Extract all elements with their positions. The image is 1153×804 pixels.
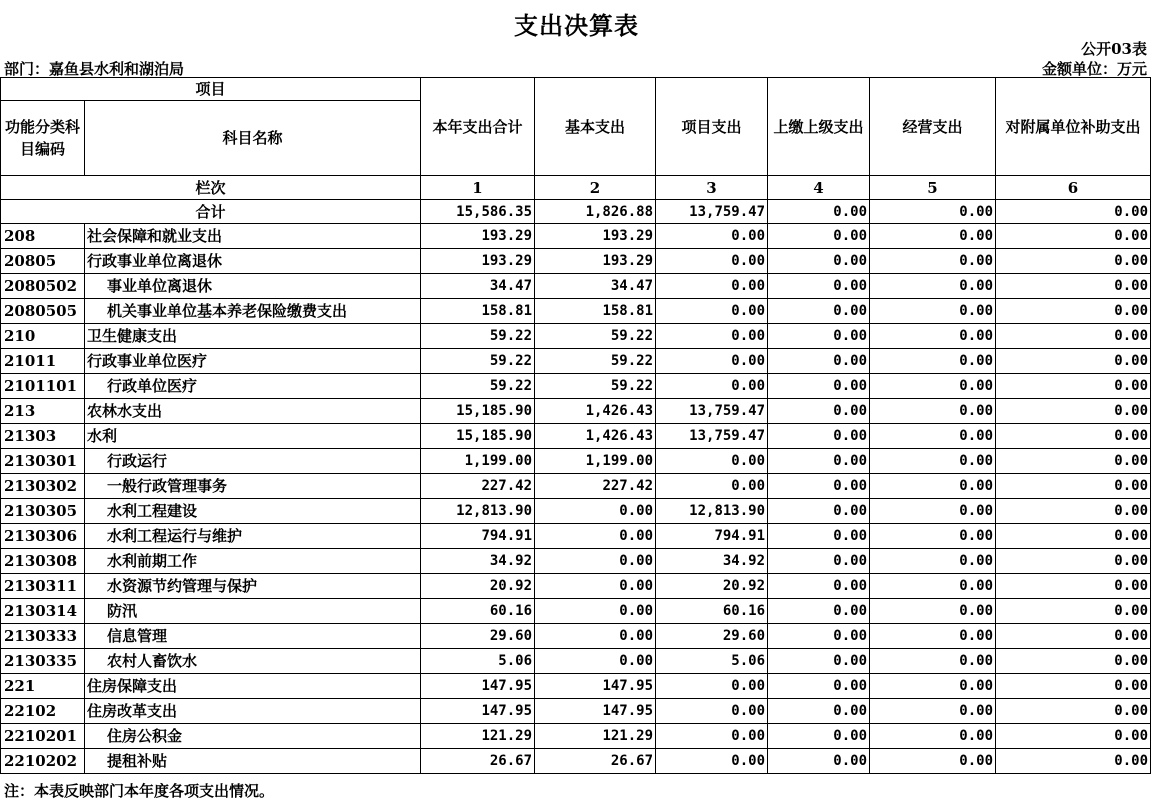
subject-name-cell: 事业单位离退休 [85,274,421,299]
amount-cell: 1,199.00 [421,449,535,474]
header-total: 本年支出合计 [421,78,535,176]
subject-name-cell: 水利工程建设 [85,499,421,524]
amount-cell: 34.92 [656,549,768,574]
amount-cell: 0.00 [656,224,768,249]
total-value: 0.00 [996,200,1151,224]
amount-cell: 0.00 [768,524,870,549]
table-row [1,324,1151,349]
func-code-cell: 2130301 [1,449,85,474]
amount-cell: 0.00 [535,524,656,549]
func-code-cell: 2130333 [1,624,85,649]
header-func-code: 功能分类科目编码 [1,101,85,176]
amount-cell: 26.67 [421,749,535,774]
amount-cell: 0.00 [870,474,996,499]
amount-cell: 0.00 [656,274,768,299]
func-code-cell: 2080505 [1,299,85,324]
amount-cell: 34.47 [535,274,656,299]
subject-name-cell: 行政运行 [85,449,421,474]
lanci-col: 4 [768,176,870,200]
func-code-cell: 221 [1,674,85,699]
subject-name-cell: 行政单位医疗 [85,374,421,399]
func-code-cell: 21303 [1,424,85,449]
footnote: 注：本表反映部门本年度各项支出情况。 [4,782,275,800]
amount-cell: 0.00 [768,574,870,599]
amount-cell: 0.00 [535,499,656,524]
subject-name-cell: 水利 [85,424,421,449]
expenditure-table [0,77,1151,774]
total-value: 13,759.47 [656,200,768,224]
total-row [1,200,1151,224]
subject-name-cell: 社会保障和就业支出 [85,224,421,249]
amount-cell: 1,426.43 [535,424,656,449]
amount-cell: 0.00 [870,624,996,649]
amount-cell: 0.00 [768,649,870,674]
func-code-cell: 2130306 [1,524,85,549]
amount-cell: 158.81 [535,299,656,324]
amount-cell: 0.00 [870,674,996,699]
amount-cell: 15,185.90 [421,424,535,449]
table-row [1,449,1151,474]
table-row [1,249,1151,274]
total-value: 0.00 [768,200,870,224]
lanci-col: 6 [996,176,1151,200]
amount-cell: 0.00 [996,749,1151,774]
table-row [1,624,1151,649]
amount-cell: 0.00 [768,399,870,424]
header-subsidy: 对附属单位补助支出 [996,78,1151,176]
amount-cell: 794.91 [421,524,535,549]
amount-cell: 227.42 [421,474,535,499]
amount-cell: 12,813.90 [656,499,768,524]
table-row [1,374,1151,399]
amount-cell: 0.00 [996,474,1151,499]
amount-cell: 193.29 [421,224,535,249]
func-code-cell: 2210202 [1,749,85,774]
amount-cell: 0.00 [768,549,870,574]
total-value: 1,826.88 [535,200,656,224]
amount-cell: 34.92 [421,549,535,574]
table-row [1,424,1151,449]
func-code-cell: 2210201 [1,724,85,749]
amount-cell: 0.00 [870,449,996,474]
table-row [1,574,1151,599]
amount-cell: 0.00 [768,499,870,524]
func-code-cell: 210 [1,324,85,349]
table-row [1,749,1151,774]
lanci-row [1,176,1151,200]
table-row [1,549,1151,574]
amount-cell: 60.16 [421,599,535,624]
header-project-expenditure: 项目支出 [656,78,768,176]
amount-cell: 193.29 [535,249,656,274]
amount-cell: 121.29 [421,724,535,749]
amount-cell: 0.00 [996,499,1151,524]
amount-cell: 0.00 [996,399,1151,424]
amount-cell: 59.22 [535,374,656,399]
amount-cell: 0.00 [870,549,996,574]
subject-name-cell: 农林水支出 [85,399,421,424]
department-label: 部门：嘉鱼县水利和湖泊局 [4,60,185,78]
table-row [1,399,1151,424]
amount-cell: 0.00 [996,299,1151,324]
amount-cell: 0.00 [996,649,1151,674]
subject-name-cell: 水利前期工作 [85,549,421,574]
amount-cell: 0.00 [870,349,996,374]
amount-cell: 0.00 [656,324,768,349]
func-code-cell: 2130308 [1,549,85,574]
subject-name-cell: 住房保障支出 [85,674,421,699]
amount-cell: 0.00 [656,724,768,749]
subject-name-cell: 行政事业单位医疗 [85,349,421,374]
amount-cell: 0.00 [870,499,996,524]
total-value: 0.00 [870,200,996,224]
amount-cell: 147.95 [535,699,656,724]
amount-cell: 0.00 [870,374,996,399]
lanci-col: 3 [656,176,768,200]
amount-cell: 158.81 [421,299,535,324]
amount-cell: 0.00 [870,299,996,324]
total-label: 合计 [1,200,421,224]
subject-name-cell: 机关事业单位基本养老保险缴费支出 [85,299,421,324]
amount-cell: 0.00 [870,749,996,774]
amount-cell: 0.00 [996,624,1151,649]
amount-cell: 0.00 [768,349,870,374]
table-row [1,499,1151,524]
header-upper-payment: 上缴上级支出 [768,78,870,176]
func-code-cell: 21011 [1,349,85,374]
table-row [1,299,1151,324]
subject-name-cell: 防汛 [85,599,421,624]
amount-cell: 29.60 [421,624,535,649]
amount-cell: 0.00 [996,274,1151,299]
amount-cell: 0.00 [870,424,996,449]
amount-cell: 13,759.47 [656,399,768,424]
func-code-cell: 2130311 [1,574,85,599]
amount-cell: 0.00 [768,249,870,274]
amount-cell: 0.00 [996,599,1151,624]
form-number: 公开03表 [1081,40,1147,58]
amount-cell: 1,426.43 [535,399,656,424]
amount-cell: 0.00 [768,749,870,774]
amount-cell: 0.00 [656,699,768,724]
amount-cell: 0.00 [870,399,996,424]
func-code-cell: 2130305 [1,499,85,524]
amount-cell: 0.00 [870,699,996,724]
amount-cell: 0.00 [535,599,656,624]
amount-cell: 0.00 [656,374,768,399]
amount-cell: 0.00 [768,274,870,299]
amount-cell: 121.29 [535,724,656,749]
amount-cell: 0.00 [656,749,768,774]
amount-cell: 5.06 [656,649,768,674]
table-row [1,474,1151,499]
page-title: 支出决算表 [514,11,639,40]
amount-cell: 0.00 [535,574,656,599]
table-row [1,649,1151,674]
table-row [1,274,1151,299]
func-code-cell: 2130314 [1,599,85,624]
func-code-cell: 2130302 [1,474,85,499]
amount-cell: 59.22 [421,324,535,349]
total-value: 15,586.35 [421,200,535,224]
amount-cell: 147.95 [535,674,656,699]
amount-cell: 0.00 [656,474,768,499]
subject-name-cell: 农村人畜饮水 [85,649,421,674]
amount-cell: 59.22 [421,349,535,374]
table-row [1,674,1151,699]
amount-cell: 0.00 [768,424,870,449]
subject-name-cell: 卫生健康支出 [85,324,421,349]
amount-cell: 0.00 [996,674,1151,699]
subject-name-cell: 水利工程运行与维护 [85,524,421,549]
amount-cell: 147.95 [421,699,535,724]
amount-cell: 0.00 [996,699,1151,724]
header-row [1,78,1151,101]
table-row [1,699,1151,724]
amount-cell: 0.00 [656,449,768,474]
header-basic: 基本支出 [535,78,656,176]
amount-cell: 0.00 [535,549,656,574]
amount-cell: 0.00 [870,324,996,349]
amount-cell: 0.00 [768,724,870,749]
amount-cell: 1,199.00 [535,449,656,474]
amount-cell: 0.00 [870,599,996,624]
amount-cell: 0.00 [996,349,1151,374]
amount-cell: 0.00 [768,674,870,699]
func-code-cell: 208 [1,224,85,249]
func-code-cell: 22102 [1,699,85,724]
amount-cell: 227.42 [535,474,656,499]
amount-cell: 0.00 [656,349,768,374]
amount-cell: 0.00 [768,374,870,399]
amount-cell: 15,185.90 [421,399,535,424]
lanci-col: 5 [870,176,996,200]
amount-cell: 29.60 [656,624,768,649]
amount-cell: 0.00 [768,624,870,649]
amount-cell: 0.00 [996,449,1151,474]
amount-cell: 0.00 [656,249,768,274]
header-business: 经营支出 [870,78,996,176]
amount-cell: 794.91 [656,524,768,549]
amount-cell: 0.00 [870,574,996,599]
func-code-cell: 213 [1,399,85,424]
lanci-col: 2 [535,176,656,200]
amount-cell: 0.00 [870,274,996,299]
amount-cell: 59.22 [535,324,656,349]
amount-unit-label: 金额单位：万元 [1041,60,1147,78]
amount-cell: 193.29 [535,224,656,249]
subject-name-cell: 信息管理 [85,624,421,649]
amount-cell: 34.47 [421,274,535,299]
amount-cell: 0.00 [768,324,870,349]
table-row [1,349,1151,374]
subject-name-cell: 提租补贴 [85,749,421,774]
func-code-cell: 2101101 [1,374,85,399]
amount-cell: 0.00 [870,649,996,674]
amount-cell: 0.00 [996,249,1151,274]
amount-cell: 0.00 [996,374,1151,399]
amount-cell: 0.00 [996,224,1151,249]
amount-cell: 0.00 [535,624,656,649]
amount-cell: 0.00 [870,224,996,249]
amount-cell: 20.92 [421,574,535,599]
amount-cell: 5.06 [421,649,535,674]
amount-cell: 0.00 [768,474,870,499]
func-code-cell: 2130335 [1,649,85,674]
subject-name-cell: 一般行政管理事务 [85,474,421,499]
lanci-col: 1 [421,176,535,200]
amount-cell: 0.00 [768,449,870,474]
amount-cell: 0.00 [768,224,870,249]
amount-cell: 59.22 [535,349,656,374]
table-row [1,724,1151,749]
amount-cell: 12,813.90 [421,499,535,524]
amount-cell: 0.00 [996,574,1151,599]
amount-cell: 0.00 [535,649,656,674]
amount-cell: 0.00 [870,249,996,274]
amount-cell: 0.00 [996,724,1151,749]
table-row [1,599,1151,624]
amount-cell: 0.00 [996,549,1151,574]
func-code-cell: 20805 [1,249,85,274]
amount-cell: 193.29 [421,249,535,274]
amount-cell: 60.16 [656,599,768,624]
func-code-cell: 2080502 [1,274,85,299]
table-row [1,224,1151,249]
amount-cell: 13,759.47 [656,424,768,449]
amount-cell: 0.00 [996,424,1151,449]
amount-cell: 0.00 [996,524,1151,549]
lanci-label: 栏次 [1,176,421,200]
amount-cell: 0.00 [870,524,996,549]
amount-cell: 20.92 [656,574,768,599]
amount-cell: 147.95 [421,674,535,699]
subject-name-cell: 行政事业单位离退休 [85,249,421,274]
amount-cell: 0.00 [768,299,870,324]
amount-cell: 0.00 [996,324,1151,349]
header-project: 项目 [1,78,421,101]
header-subject-name: 科目名称 [85,101,421,176]
subject-name-cell: 水资源节约管理与保护 [85,574,421,599]
table-row [1,524,1151,549]
subject-name-cell: 住房改革支出 [85,699,421,724]
amount-cell: 0.00 [656,299,768,324]
amount-cell: 0.00 [656,674,768,699]
subject-name-cell: 住房公积金 [85,724,421,749]
amount-cell: 0.00 [870,724,996,749]
amount-cell: 59.22 [421,374,535,399]
amount-cell: 0.00 [768,699,870,724]
amount-cell: 0.00 [768,599,870,624]
amount-cell: 26.67 [535,749,656,774]
